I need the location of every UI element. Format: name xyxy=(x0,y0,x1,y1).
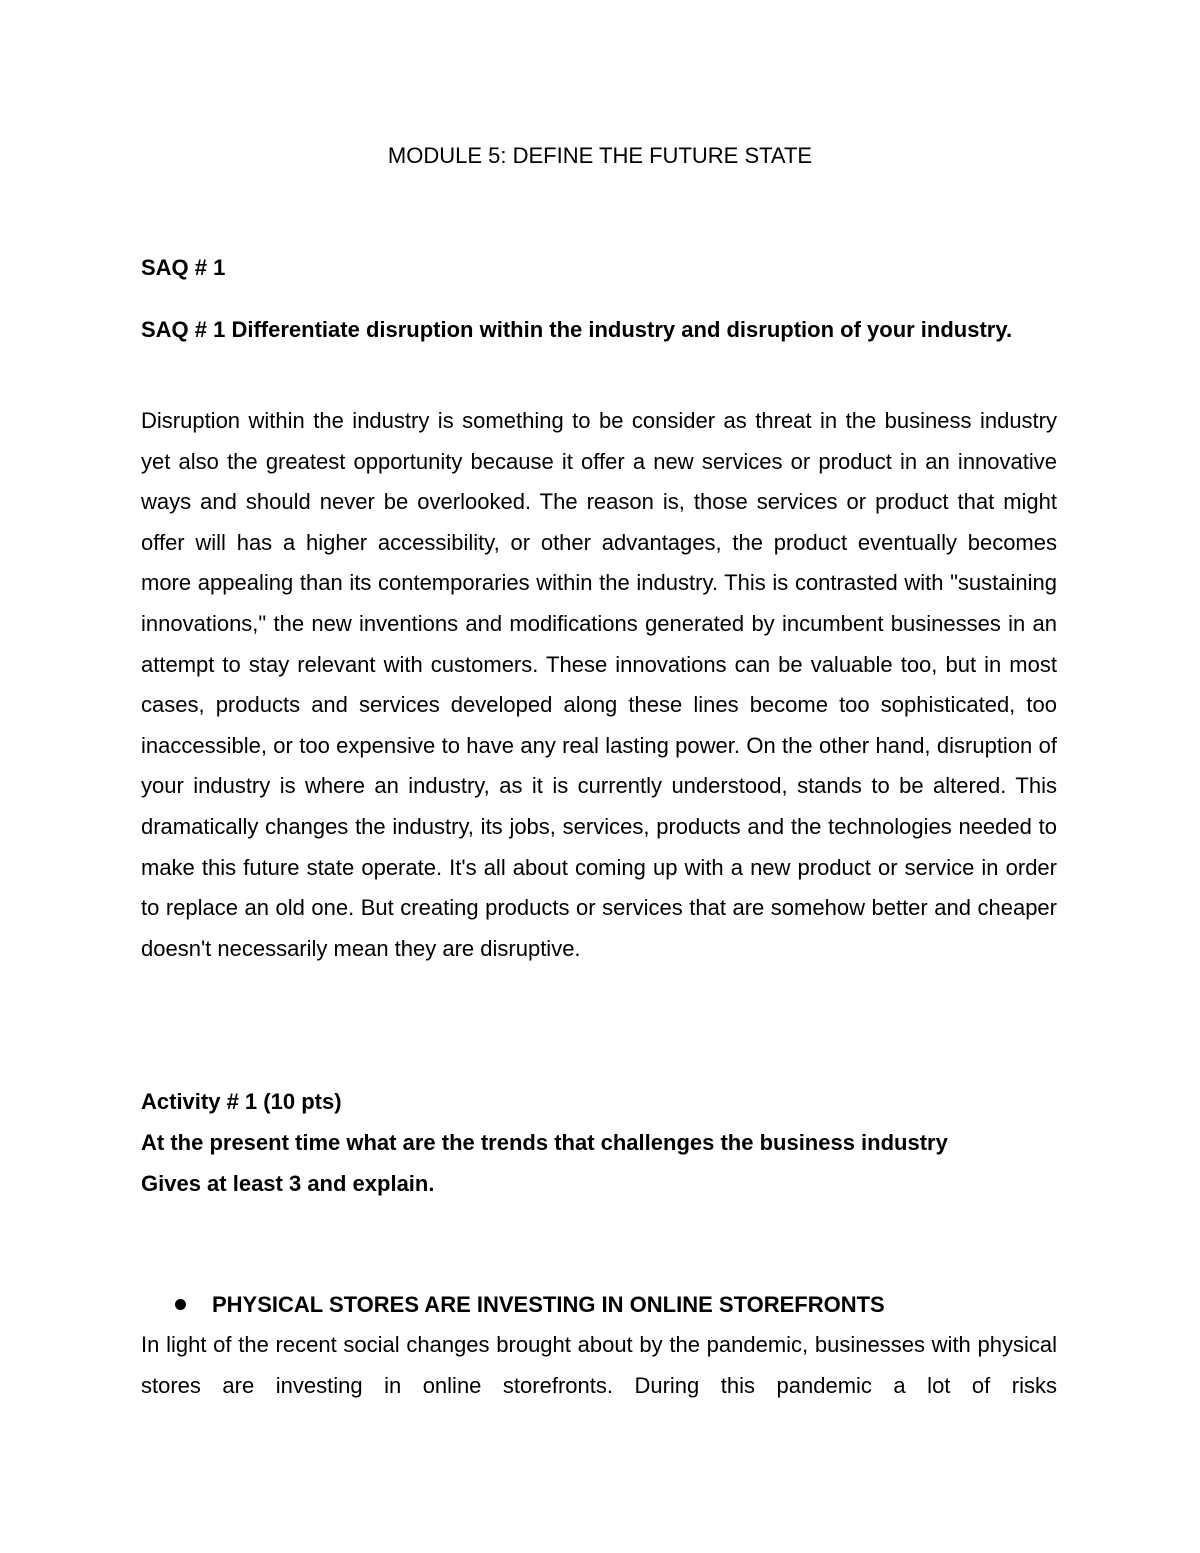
activity-prompt-line-2: Gives at least 3 and explain. xyxy=(141,1171,435,1196)
trend-body: In light of the recent social changes brought about by the pandemic, businesses with physical stores are investing in online storefronts. During this pandemic a lot of risks xyxy=(141,1332,1057,1398)
activity-prompt xyxy=(141,1122,1057,1204)
page-title: MODULE 5: DEFINE THE FUTURE STATE xyxy=(387,143,813,168)
saq-label: SAQ # 1 xyxy=(141,255,226,280)
trend-heading: PHYSICAL STORES ARE INVESTING IN ONLINE STOREFRONTS xyxy=(212,1292,885,1317)
saq-question: SAQ # 1 Differentiate disruption within the industry and disruption of your industry. xyxy=(141,317,1013,342)
activity-label: Activity # 1 (10 pts) xyxy=(141,1089,342,1114)
trend-bullet-item xyxy=(141,1289,1057,1321)
bullet-icon xyxy=(175,1299,186,1310)
activity-prompt-line-1: At the present time what are the trends that challenges the business industry xyxy=(141,1130,948,1155)
saq-answer: Disruption within the industry is something to be consider as threat in the business industry yet also the greatest opportunity because it offer a new services or product in an innovative ways and should never be overlooked. The reason is, those services or product that might offer will has a higher accessibility, or other advantages, the product eventually becomes more appealing than its contemporaries within the industry. This is contrasted with "sustaining innovations," the new inventions and modifications generated by incumbent businesses in an attempt to stay relevant with customers. These innovations can be valuable too, but in most cases, products and services developed along these lines become too sophisticated, too inaccessible, or too expensive to have any real lasting power. On the other hand, disruption of your industry is where an industry, as it is currently understood, stands to be altered. This dramatically changes the industry, its jobs, services, products and the technologies needed to make this future state operate. It's all about coming up with a new product or service in order to replace an old one. But creating products or services that are somehow better and cheaper doesn't necessarily mean they are disruptive. xyxy=(141,408,1057,961)
